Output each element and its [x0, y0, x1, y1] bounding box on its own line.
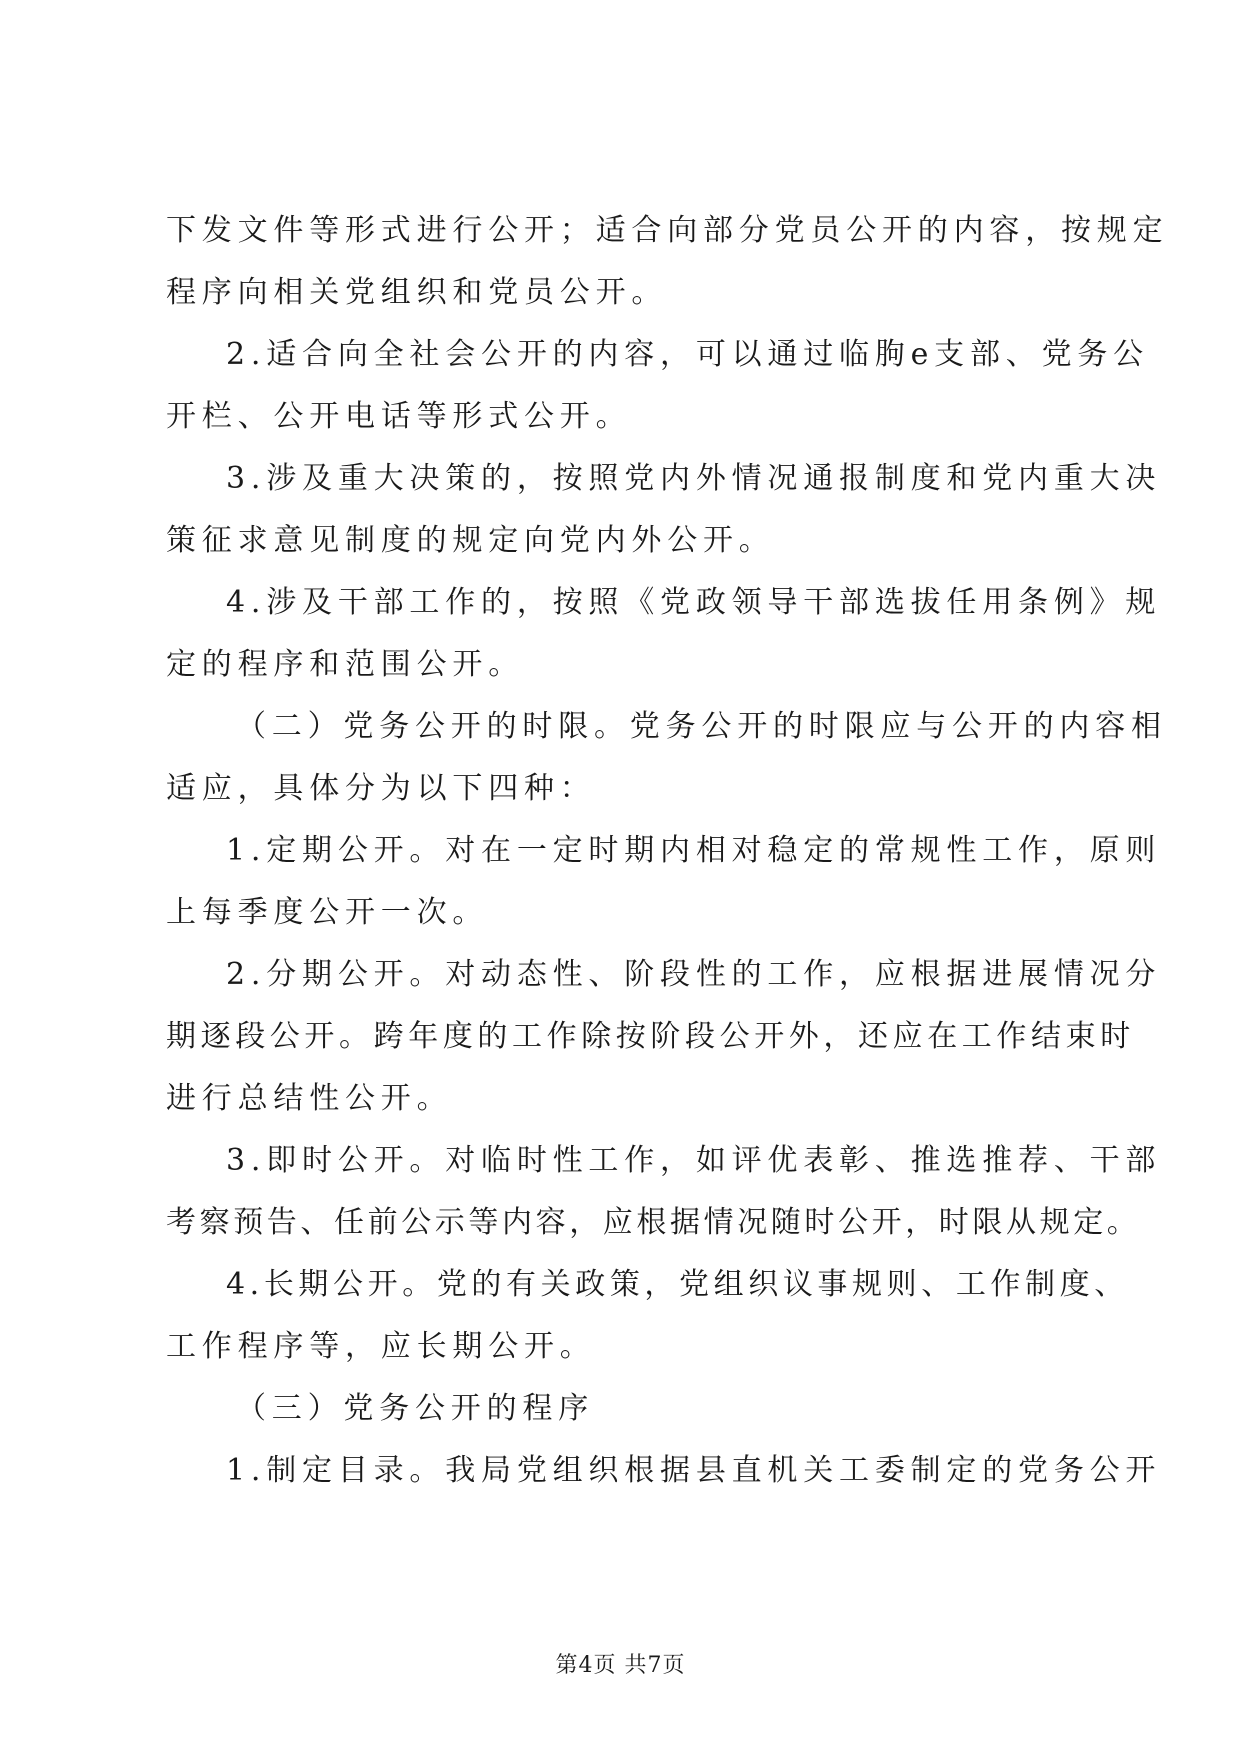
section-heading-line: （二）党务公开的时限。党务公开的时限应与公开的内容相 [236, 709, 1167, 744]
text-line: 3.即时公开。对临时性工作，如评优表彰、推选推荐、干部 [226, 1143, 1162, 1178]
text-line: 开栏、公开电话等形式公开。 [166, 399, 632, 434]
text-line: 3.涉及重大决策的，按照党内外情况通报制度和党内重大决 [226, 461, 1162, 496]
text-line: 4.涉及干部工作的，按照《党政领导干部选拔任用条例》规 [226, 585, 1162, 620]
text-line: 策征求意见制度的规定向党内外公开。 [166, 523, 775, 558]
text-line: 1.定期公开。对在一定时期内相对稳定的常规性工作，原则 [226, 833, 1162, 868]
text-line: 考察预告、任前公示等内容，应根据情况随时公开，时限从规定。 [166, 1205, 1141, 1240]
text-line: 2.分期公开。对动态性、阶段性的工作，应根据进展情况分 [226, 957, 1162, 992]
text-line: 适应，具体分为以下四种： [166, 771, 596, 806]
text-line: 定的程序和范围公开。 [166, 647, 524, 682]
document-body [166, 200, 1169, 1502]
text-line: 上每季度公开一次。 [166, 895, 489, 930]
text-line: 2.适合向全社会公开的内容，可以通过临朐e支部、党务公 [226, 337, 1149, 372]
section-heading-line: （三）党务公开的程序 [236, 1391, 594, 1426]
page-number: 第4页 共7页 [555, 1653, 686, 1678]
text-line: 工作程序等，应长期公开。 [166, 1329, 596, 1364]
text-line: 4.长期公开。党的有关政策，党组织议事规则、工作制度、 [226, 1267, 1129, 1302]
text-line: 进行总结性公开。 [166, 1081, 453, 1116]
text-line: 期逐段公开。跨年度的工作除按阶段公开外，还应在工作结束时 [166, 1019, 1135, 1054]
text-line: 程序向相关党组织和党员公开。 [166, 275, 668, 310]
text-line: 1.制定目录。我局党组织根据县直机关工委制定的党务公开 [226, 1453, 1162, 1488]
text-line: 下发文件等形式进行公开；适合向部分党员公开的内容，按规定 [166, 213, 1169, 248]
